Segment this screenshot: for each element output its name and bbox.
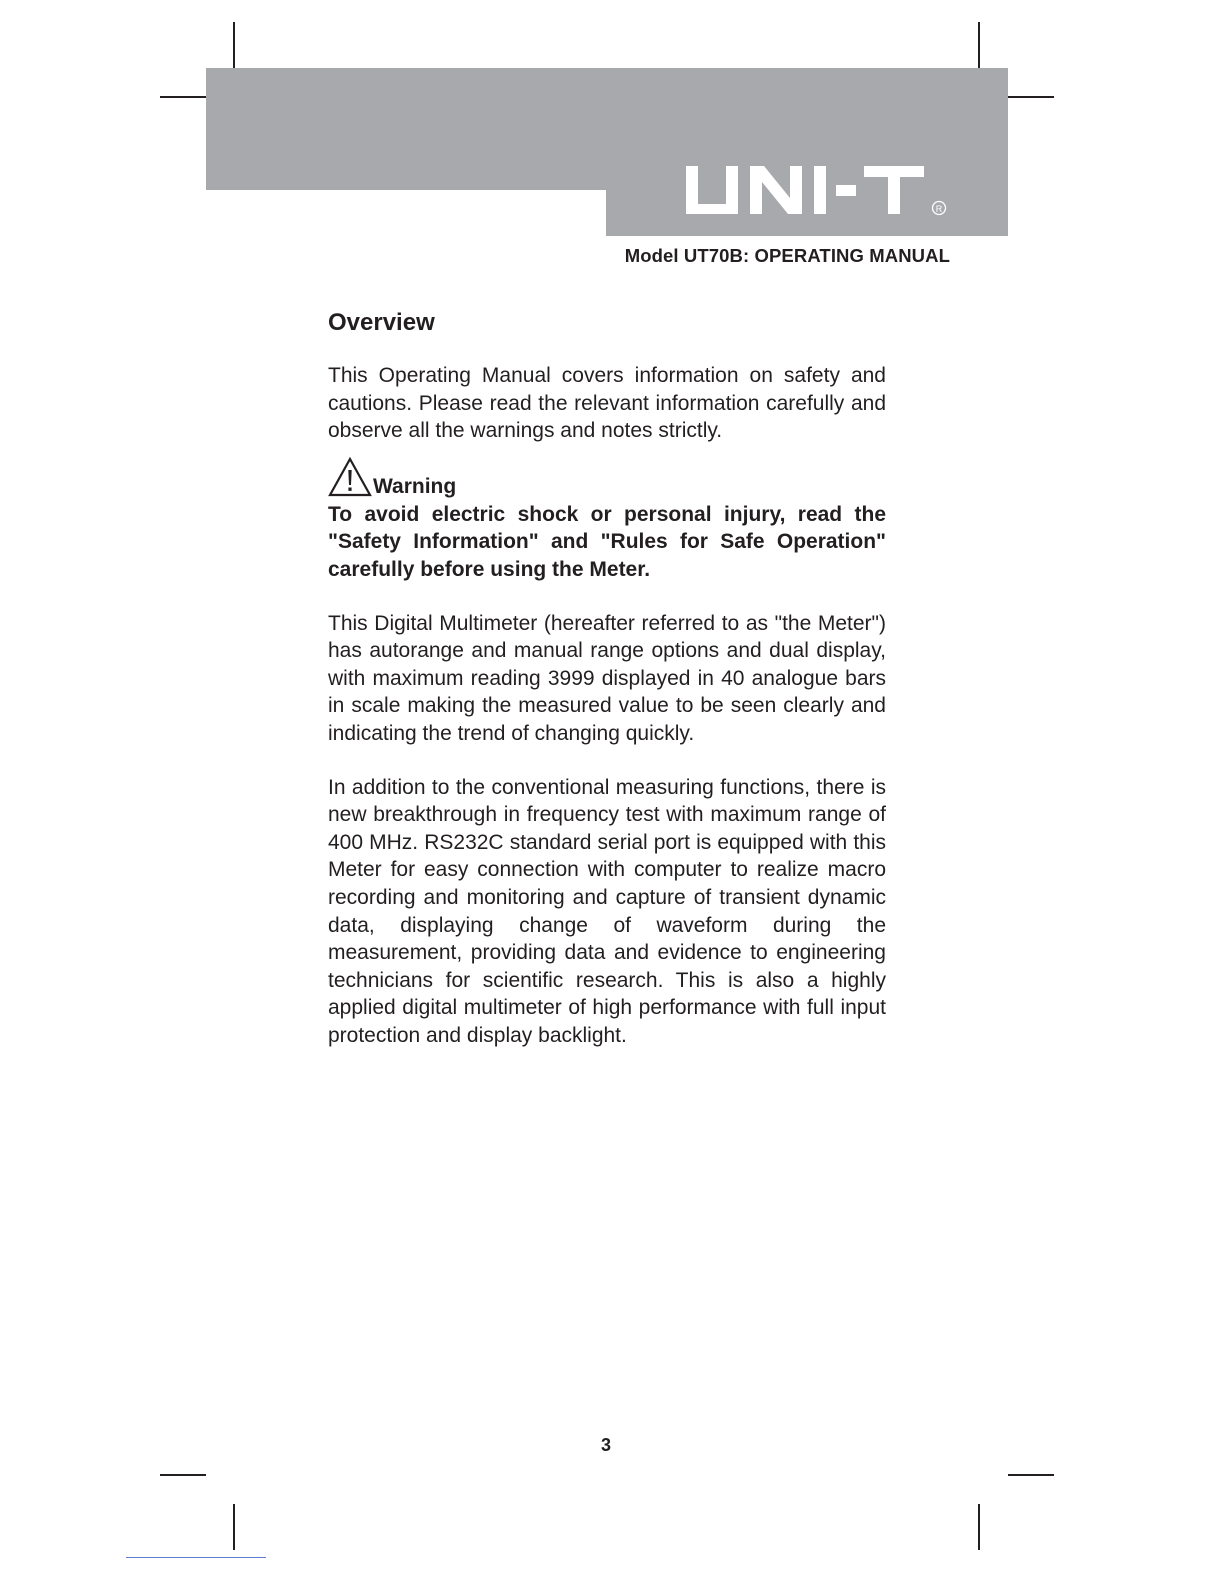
warning-triangle-icon	[328, 457, 372, 497]
crop-mark-bottom-right	[978, 1504, 980, 1550]
crop-mark-top-left	[233, 22, 235, 68]
warning-title	[328, 465, 886, 499]
registered-mark: R	[935, 204, 943, 214]
warning-text: To avoid electric shock or personal injury, read the "Safety Information" and "Rules for Safe Operation" carefully before using the Meter.	[328, 502, 886, 581]
document-title: Model UT70B: OPERATING MANUAL	[624, 245, 950, 266]
page-number: 3	[600, 1435, 611, 1455]
warning-block	[328, 465, 886, 584]
crop-mark-right-top	[1008, 96, 1054, 98]
intro-paragraph: This Operating Manual covers information on safety and cautions. Please read the relevant information carefully and observe all the warnings and notes strictly.	[328, 364, 886, 443]
overview-heading: Overview	[328, 309, 435, 336]
crop-mark-top-right	[978, 22, 980, 68]
crop-mark-bottom-left	[233, 1504, 235, 1550]
meter-description-paragraph: This Digital Multimeter (hereafter referred to as "the Meter") has autorange and manual range options and dual display, with maximum reading 3999 displayed in 40 analogue bars in scale making the measured value to be seen clearly and indicating the trend of changing quickly.	[328, 611, 886, 745]
features-paragraph: In addition to the conventional measuring functions, there is new breakthrough in frequency test with maximum range of 400 MHz. RS232C standard serial port is equipped with this Meter for easy connection with computer to realize macro recording and monitoring and capture of transient dynamic data, displaying change of waveform during the measurement, providing data and evidence to engineering technicians for scientific research. This is also a highly applied digital multimeter of high performance with full input protection and display backlight.	[328, 775, 886, 1047]
link-underline	[126, 1557, 266, 1558]
warning-label: Warning	[373, 474, 457, 498]
uni-t-logo	[684, 160, 954, 224]
crop-mark-left-top	[160, 96, 206, 98]
crop-mark-right-bottom	[1008, 1474, 1054, 1476]
overview-section	[328, 308, 886, 1049]
crop-mark-left-bottom	[160, 1474, 206, 1476]
